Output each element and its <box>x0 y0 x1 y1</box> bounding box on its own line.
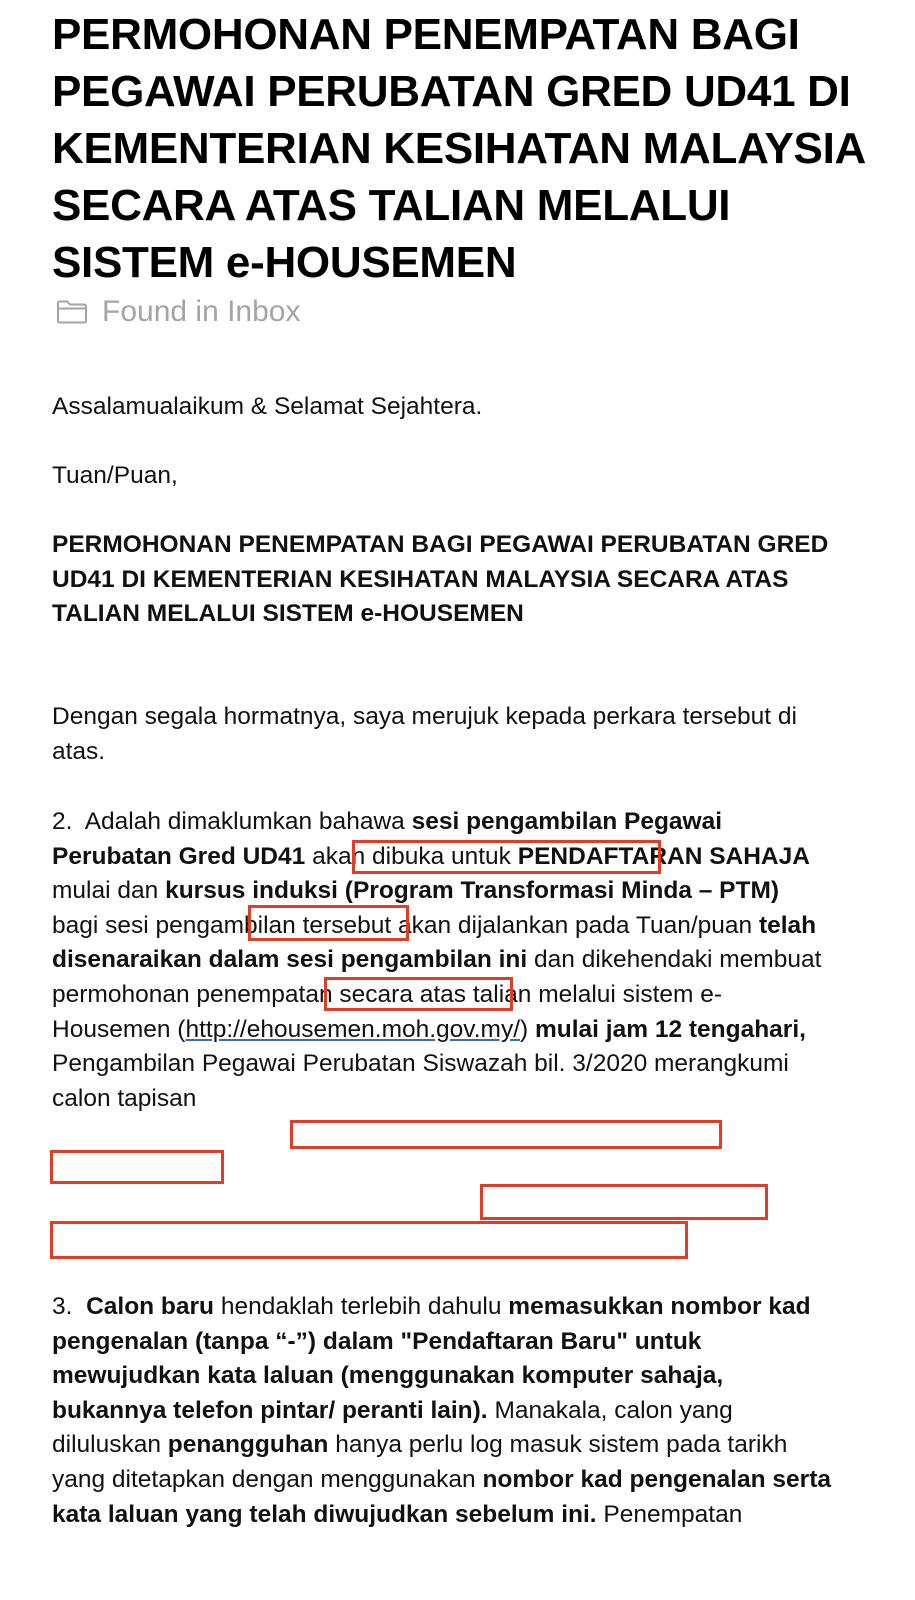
redaction-box <box>324 977 513 1011</box>
paragraph-number: 2. <box>52 808 73 835</box>
folder-icon <box>56 299 88 325</box>
redaction-box <box>480 1184 768 1220</box>
email-subject: PERMOHONAN PENEMPATAN BAGI PEGAWAI PERUBATAN GRED UD41 DI KEMENTERIAN KESIHATAN MALAYSIA SECARA ATAS TALIAN MELALUI SISTEM e-HOUSEMEN <box>52 10 865 287</box>
redaction-box <box>290 1120 722 1149</box>
letter-heading: PERMOHONAN PENEMPATAN BAGI PEGAWAI PERUBATAN GRED UD41 DI KEMENTERIAN KESIHATAN MALAYSIA SECARA ATAS TALIAN MELALUI SISTEM e-HOUSEMEN <box>52 531 829 628</box>
mailbox-location-label: Found in Inbox <box>102 295 301 328</box>
paragraph-3: 3. Calon baru hendaklah terlebih dahulu memasukkan nombor kad pengenalan (tanpa “-”) dalam "Pendaftaran Baru" untuk mewujudkan kata laluan (menggunakan komputer sahaja, bukannya telefon pintar/ peranti lain). Manakala, calon yang diluluskan penangguhan hanya perlu log masuk sistem pada tarikh yang ditetapkan dengan menggunakan nombor kad pengenalan serta kata laluan yang telah diwujudkan sebelum ini. Penempatan <box>52 1293 831 1528</box>
paragraph-2: 2. Adalah dimaklumkan bahawa sesi pengambilan Pegawai Perubatan Gred UD41 akan dibuka untuk PENDAFTARAN SAHAJA mulai dan kursus induksi (Program Transformasi Minda – PTM) bagi sesi pengambilan tersebut akan dijalankan pada Tuan/puan telah disenaraikan dalam sesi pengambilan ini dan dikehendaki membuat permohonan penempatan secara atas talian melalui sistem e-Housemen (http://ehousemen.moh.gov.my/) mulai jam 12 tengahari, Pengambilan Pegawai Perubatan Siswazah bil. 3/2020 merangkumi calon tapisan <box>52 808 822 1112</box>
paragraph-number: 3. <box>52 1293 73 1320</box>
redaction-box <box>352 840 661 874</box>
redaction-box <box>248 905 409 941</box>
greeting: Assalamualaikum & Selamat Sejahtera. <box>52 393 483 420</box>
redaction-box <box>50 1221 688 1259</box>
redaction-box <box>50 1150 224 1184</box>
intro-paragraph: Dengan segala hormatnya, saya merujuk kepada perkara tersebut di atas. <box>52 703 797 765</box>
salutation: Tuan/Puan, <box>52 462 178 489</box>
ehousemen-link[interactable]: http://ehousemen.moh.gov.my/ <box>185 1015 521 1043</box>
mailbox-location[interactable] <box>56 292 300 332</box>
